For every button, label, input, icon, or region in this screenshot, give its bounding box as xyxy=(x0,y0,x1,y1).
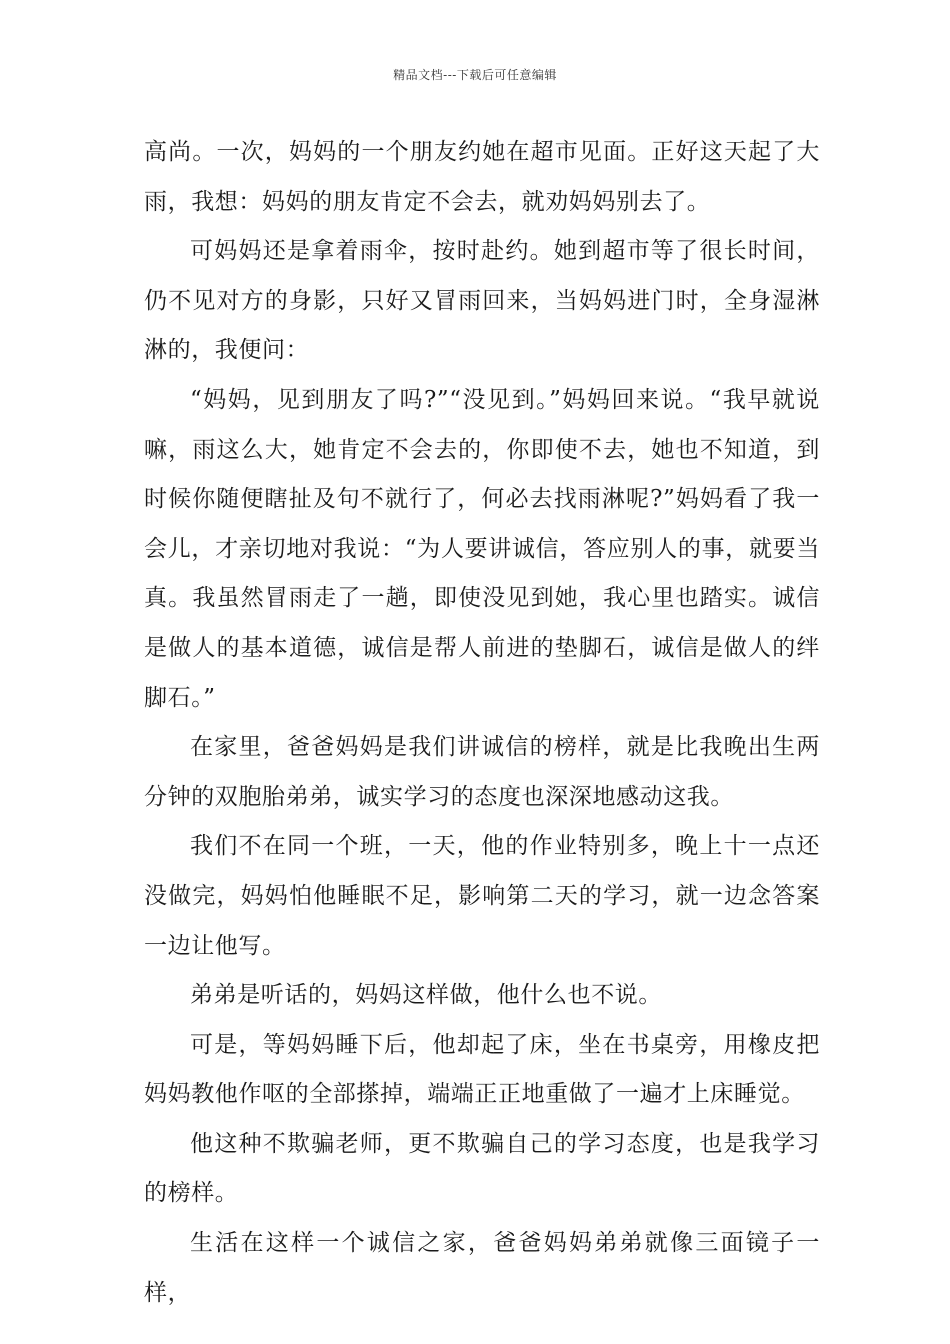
paragraph-3: “妈妈，见到朋友了吗?”“没见到。”妈妈回来说。“我早就说嘛，雨这么大，她肯定不会去的，你即使不去，她也不知道，到时候你随便瞎扯及句不就行了，何必去找雨淋呢?”妈妈看了我一会儿，才亲切地对我说：“为人要讲诚信，答应别人的事，就要当真。我虽然冒雨走了一趟，即使没见到她，我心里也踏实。诚信是做人的基本道德，诚信是帮人前进的垫脚石，诚信是做人的绊脚石。” xyxy=(144,386,820,711)
paragraph-5: 我们不在同一个班，一天，他的作业特别多，晚上十一点还没做完，妈妈怕他睡眠不足，影响第二天的学习，就一边念答案一边让他写。 xyxy=(144,833,820,959)
page-header: 精品文档---下载后可任意编辑 xyxy=(393,68,557,82)
paragraph-6: 弟弟是听话的，妈妈这样做，他什么也不说。 xyxy=(190,982,662,1009)
paragraph-9: 生活在这样一个诚信之家，爸爸妈妈弟弟就像三面镜子一样， xyxy=(144,1230,820,1306)
paragraph-2: 可妈妈还是拿着雨伞，按时赴约。她到超市等了很长时间，仍不见对方的身影，只好又冒雨回来，当妈妈进门时，全身湿淋淋的，我便问： xyxy=(144,238,820,364)
document-body xyxy=(144,128,820,1318)
paragraph-4: 在家里，爸爸妈妈是我们讲诚信的榜样，就是比我晚出生两分钟的双胞胎弟弟，诚实学习的态度也深深地感动这我。 xyxy=(144,734,820,810)
paragraph-7: 可是，等妈妈睡下后，他却起了床，坐在书桌旁，用橡皮把妈妈教他作呕的全部搽掉，端端正正地重做了一遍才上床睡觉。 xyxy=(144,1031,820,1108)
paragraph-8: 他这种不欺骗老师，更不欺骗自己的学习态度，也是我学习的榜样。 xyxy=(144,1130,820,1207)
paragraph-1: 高尚。一次，妈妈的一个朋友约她在超市见面。正好这天起了大雨，我想：妈妈的朋友肯定不会去，就劝妈妈别去了。 xyxy=(144,139,820,215)
